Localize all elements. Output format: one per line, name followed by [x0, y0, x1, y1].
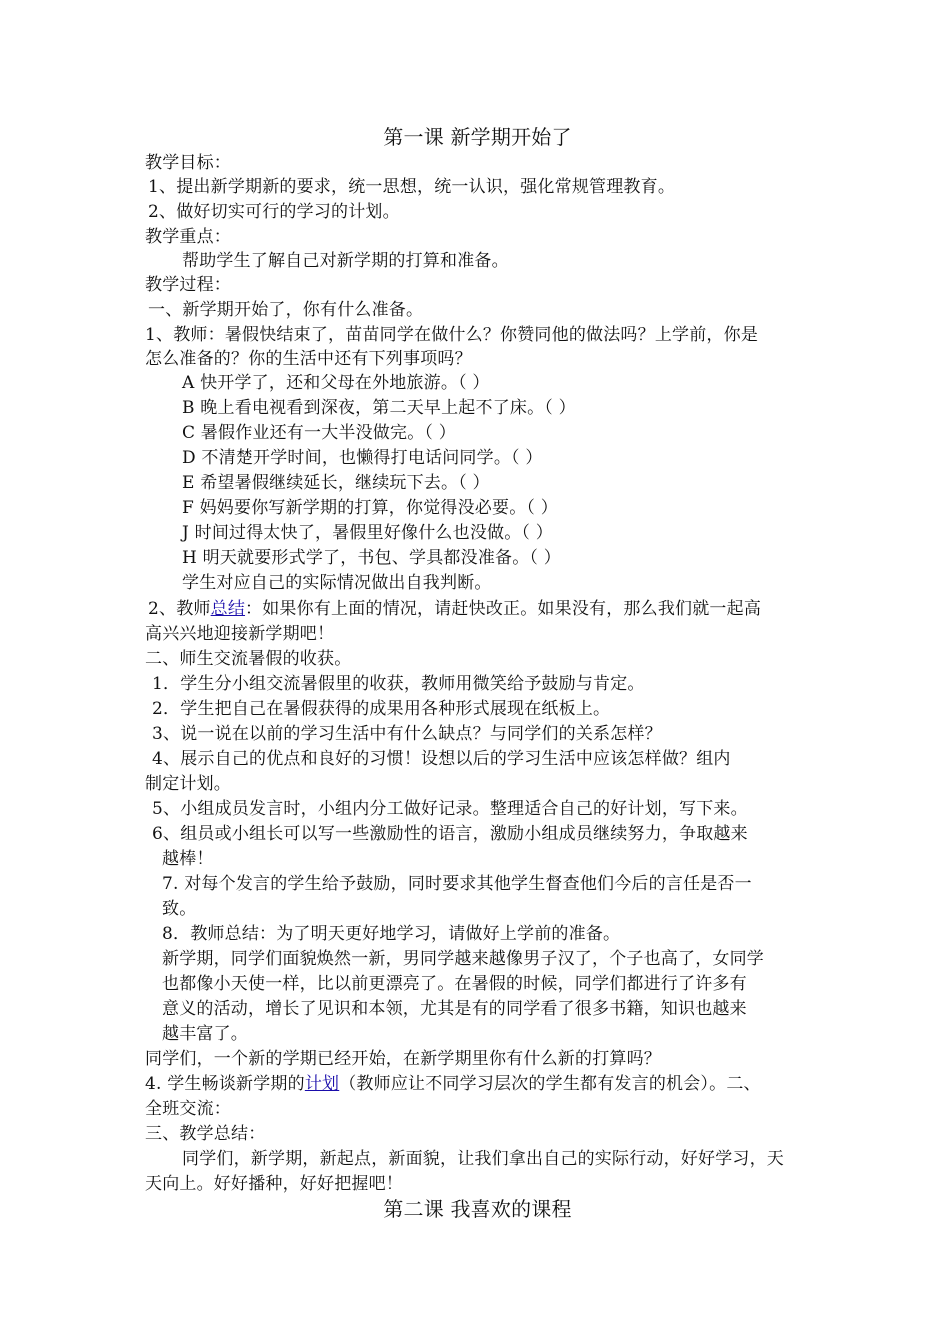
q2-line2: 高兴兴地迎接新学期吧！ [145, 624, 335, 644]
q2-prefix: 2、教师 [148, 599, 211, 619]
option-f: F 妈妈要你写新学期的打算，你觉得没必要。（ ） [182, 498, 558, 518]
paragraph-line3: 意义的活动，增长了见识和本领，尤其是有的同学看了很多书籍，知识也越来 [162, 999, 747, 1019]
lesson1-title: 第一课 新学期开始了 [383, 125, 572, 149]
q1-line1: 1、教师：暑假快结束了，苗苗同学在做什么？你赞同他的做法吗？上学前，你是 [145, 325, 759, 345]
option-h: H 明天就要形式学了，书包、学具都没准备。（ ） [182, 548, 561, 568]
option-d: D 不清楚开学时间，也懒得打电话问同学。（ ） [182, 448, 543, 468]
goals-heading: 教学目标： [145, 153, 231, 173]
goal-2: 2、做好切实可行的学习的计划。 [148, 202, 400, 222]
summary-line2: 天向上。好好播种，好好把握吧！ [145, 1174, 403, 1194]
lesson2-title: 第二课 我喜欢的课程 [383, 1197, 572, 1221]
option-c: C 暑假作业还有一大半没做完。（ ） [182, 423, 456, 443]
option-j: J 时间过得太快了，暑假里好像什么也没做。（ ） [182, 523, 553, 543]
step-9-line1 [145, 1073, 810, 1095]
q2-line1 [148, 598, 813, 620]
q2-rest: ：如果你有上面的情况，请赶快改正。如果没有，那么我们就一起高 [245, 599, 762, 619]
step-7-line1: 7. 对每个发言的学生给予鼓励，同时要求其他学生督查他们今后的言任是否一 [162, 874, 752, 894]
part3-heading: 三、教学总结： [145, 1124, 266, 1144]
step-6-line1: 6、组员或小组长可以写一些激励性的语言，激励小组成员继续努力，争取越来 [152, 824, 748, 844]
paragraph-line1: 新学期，同学们面貌焕然一新，男同学越来越像男子汉了，个子也高了，女同学 [162, 949, 764, 969]
plan-link[interactable]: 计划 [304, 1074, 340, 1094]
step-2: 2．学生把自己在暑假获得的成果用各种形式展现在纸板上。 [152, 699, 611, 719]
step-8: 8．教师总结：为了明天更好地学习，请做好上学前的准备。 [162, 924, 621, 944]
paragraph-line2: 也都像小天使一样，比以前更漂亮了。在暑假的时候，同学们都进行了许多有 [162, 974, 747, 994]
key-heading: 教学重点： [145, 227, 231, 247]
step-5: 5、小组成员发言时，小组内分工做好记录。整理适合自己的好计划，写下来。 [152, 799, 748, 819]
q1-line2: 怎么准备的？你的生活中还有下列事项吗？ [145, 349, 472, 369]
step-4-line2: 制定计划。 [145, 774, 231, 794]
step-3: 3、说一说在以前的学习生活中有什么缺点？与同学们的关系怎样？ [152, 724, 662, 744]
option-a: A 快开学了，还和父母在外地旅游。（ ） [182, 373, 490, 393]
step-9-prefix: 4. 学生畅谈新学期的 [145, 1074, 305, 1094]
step-4-line1: 4、展示自己的优点和良好的习惯！设想以后的学习生活中应该怎样做？组内 [152, 749, 731, 769]
part2-heading: 二、师生交流暑假的收获。 [145, 649, 352, 669]
part1-heading: 一、新学期开始了，你有什么准备。 [148, 300, 424, 320]
step-9-line2: 全班交流： [145, 1099, 231, 1119]
step-1: 1．学生分小组交流暑假里的收获，教师用微笑给予鼓励与肯定。 [152, 674, 645, 694]
self-judge-text: 学生对应自己的实际情况做出自我判断。 [182, 573, 492, 593]
step-9-rest: （教师应让不同学习层次的学生都有发言的机会）。二、 [339, 1074, 761, 1094]
paragraph-line4: 越丰富了。 [162, 1024, 248, 1044]
goal-1: 1、提出新学期新的要求，统一思想，统一认识，强化常规管理教育。 [148, 177, 676, 197]
key-text: 帮助学生了解自己对新学期的打算和准备。 [182, 251, 509, 271]
option-e: E 希望暑假继续延长，继续玩下去。（ ） [182, 473, 490, 493]
step-7-line2: 致。 [162, 899, 197, 919]
step-6-line2: 越棒！ [162, 849, 214, 869]
paragraph-line5: 同学们，一个新的学期已经开始，在新学期里你有什么新的打算吗？ [145, 1049, 661, 1069]
summary-line1: 同学们，新学期，新起点，新面貌，让我们拿出自己的实际行动，好好学习，天 [182, 1149, 784, 1169]
option-b: B 晚上看电视看到深夜，第二天早上起不了床。（ ） [182, 398, 576, 418]
summary-link[interactable]: 总结 [210, 599, 246, 619]
process-heading: 教学过程： [145, 275, 231, 295]
